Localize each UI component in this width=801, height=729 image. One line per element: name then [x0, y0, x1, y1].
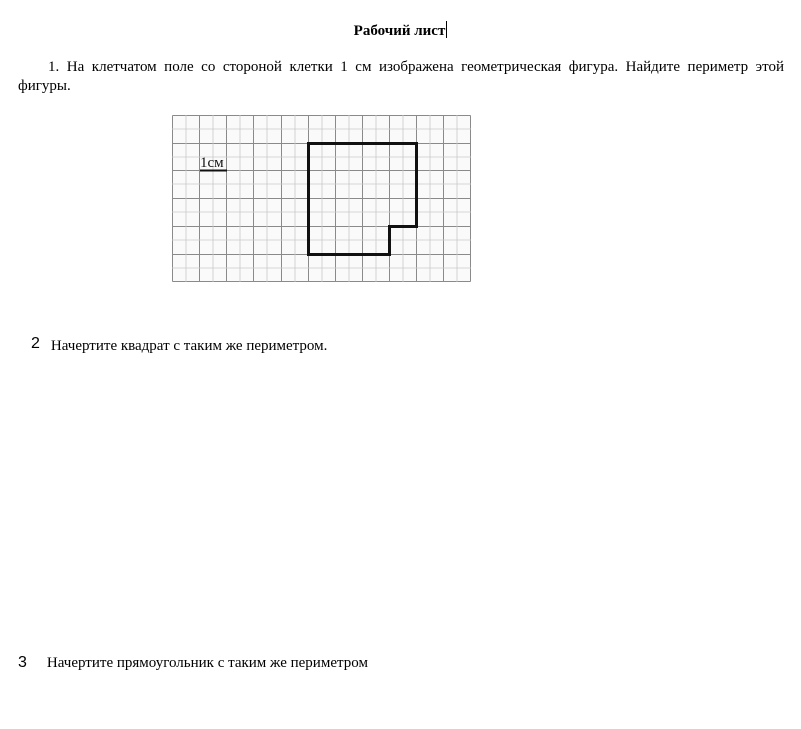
task-3-text: Начертите прямоугольник с таким же периметром: [46, 655, 368, 671]
task-2-text: Начертите квадрат с таким же периметром.: [50, 338, 328, 354]
scale-label: 1см: [200, 155, 224, 171]
task-2-number: 2: [31, 335, 40, 352]
grid-figure-svg: [171, 114, 473, 284]
text-cursor: [446, 21, 447, 38]
task-3: [18, 653, 368, 673]
task-3-number: 3: [18, 654, 27, 671]
task-1-text: 1. На клетчатом поле со стороной клетки 1 см изображена геометрическая фигура. Найдите периметр этой фигуры.: [18, 59, 784, 94]
grid-figure: [171, 114, 473, 284]
worksheet-title-text: Рабочий лист: [353, 23, 446, 39]
worksheet-title: [0, 21, 801, 40]
task-2: [31, 334, 327, 356]
